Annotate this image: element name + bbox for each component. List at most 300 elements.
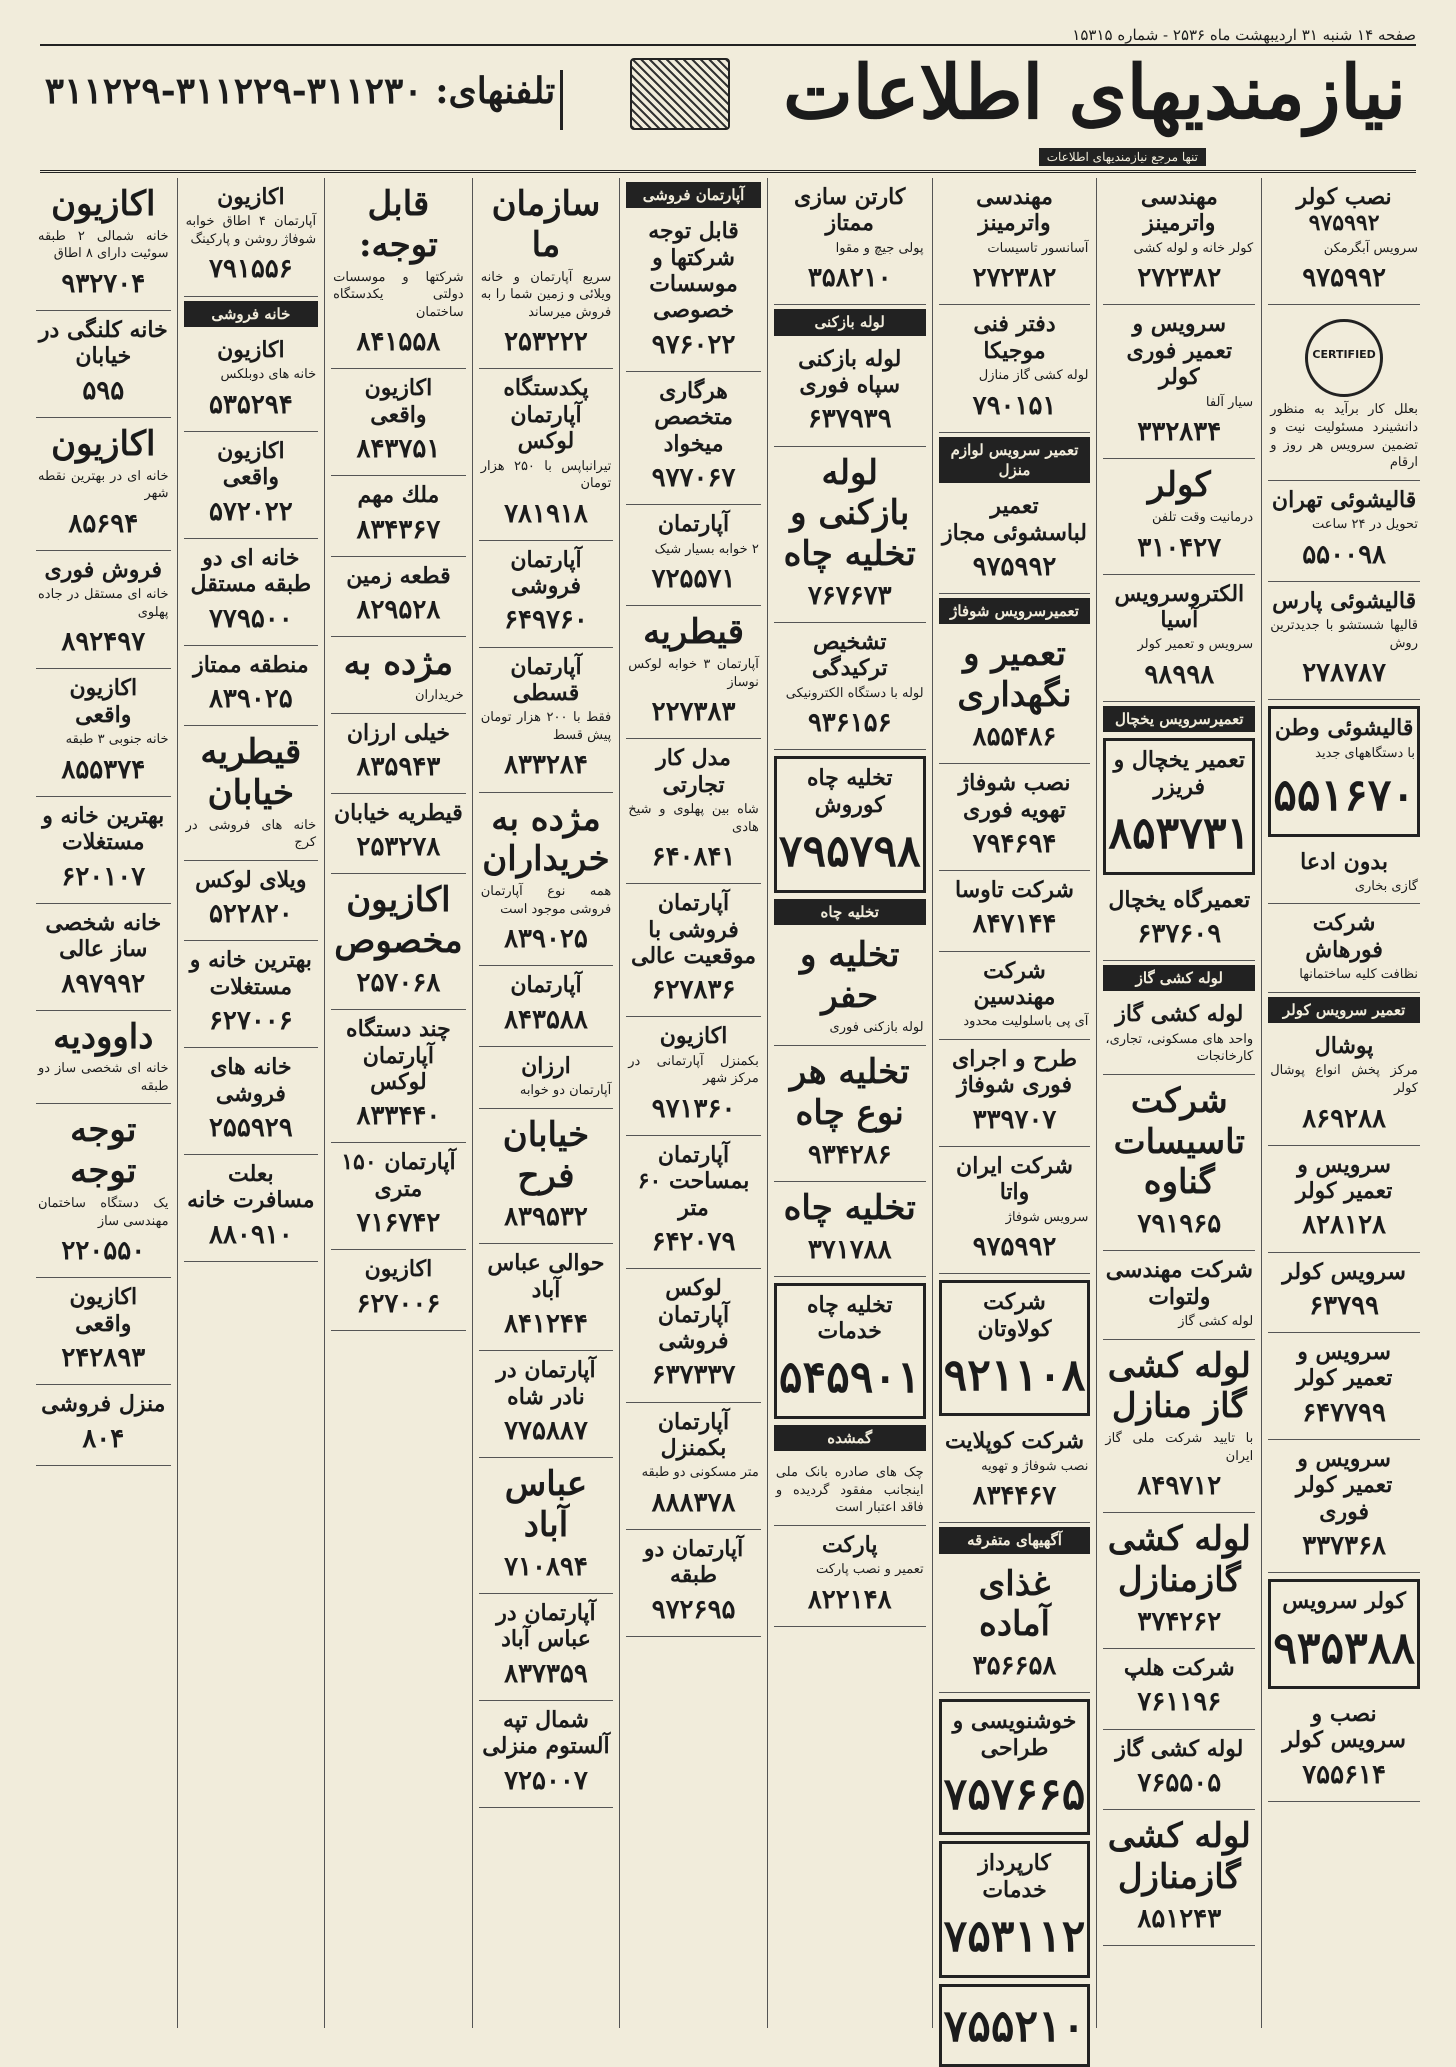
ad-headline: سرویس و تعمیر کولر [1295,1151,1393,1205]
classified-ad [939,1147,1091,1274]
ad-body-text: آی پی باسلولیت محدود [963,1014,1089,1030]
classified-ad [939,1280,1091,1416]
classified-ad [184,539,319,646]
classified-ad [1103,1513,1255,1649]
ad-headline: بدون ادعا [1300,848,1389,875]
section-banner: آگهیهای متفرقه [939,1527,1091,1553]
ad-headline: ارزان [521,1052,571,1079]
classified-ad [1268,1579,1420,1689]
ad-body-text: تحویل در ۲۴ ساعت [1311,517,1418,532]
ad-phone-number: ۸۵۳۷۳۱ [1108,808,1251,860]
ad-body-text: نظافت کلیه ساختمانها [1299,967,1418,983]
ad-headline: اکازیون واقعی [364,375,433,428]
ad-phone-number: ۷۶۷۶۷۳ [807,580,892,611]
ad-headline: شمال تپه آلستوم منزلی [482,1706,610,1760]
ad-body-text: لوله کشی گاز منازل [978,368,1089,384]
ad-columns [30,178,1426,2052]
ad-headline: شرکت فورهاش [1305,910,1383,963]
classified-ad [36,1011,171,1105]
ad-headline: کارپرداز خدمات [978,1850,1051,1903]
ad-phone-number: ۸۹۲۴۹۷ [61,627,146,658]
ad-headline: لوله بازکنی و تخلیه چاه [783,452,916,575]
classified-ad [331,637,466,713]
ad-phone-number: ۲۵۳۲۷۸ [356,832,441,863]
classified-ad [331,476,466,556]
ad-headline: ملك مهم [357,482,440,509]
ad-headline: شرکت کولاوتان [977,1289,1052,1342]
ad-headline: لوکس آپارتمان فروشی [657,1275,730,1355]
ad-headline: اکازیون [51,423,156,464]
ad-phone-number: ۹۳۶۱۵۶ [807,708,892,739]
ad-phone-number: ۸۵۱۲۴۳ [1137,1903,1222,1934]
ad-headline: شرکت تاسیسات گناوه [1113,1080,1245,1203]
classified-ad [939,305,1091,432]
classified-ad [331,874,466,1010]
classified-ad [479,1701,614,1808]
ad-phone-number: ۳۳۷۳۶۸ [1302,1531,1386,1562]
ad-headline: تعمیر و نگهداری [957,634,1072,716]
classified-ad [774,340,926,447]
ad-headline: خوشنویسی و طراحی [952,1708,1077,1761]
ad-headline: لوله بازکنی سپاه فوری [798,345,902,399]
ad-column-3 [932,178,1097,2052]
classified-ad [479,1047,614,1109]
ad-headline: فروش فوری [44,556,163,583]
classified-ad [479,1244,614,1351]
classified-ad [1103,1340,1255,1514]
classified-ad [1268,481,1420,582]
classified-ad [479,648,614,793]
ad-phone-number: ۸۴۱۵۵۸ [356,327,441,358]
ad-phone-number: ۲۷۲۳۸۲ [1137,263,1222,294]
ad-phone-number: ۸۰۴ [82,1423,125,1454]
ad-phone-number: ۸۳۵۹۴۳ [356,751,441,782]
classified-ad [626,372,761,505]
ad-phone-number: ۷۹۱۹۶۵ [1137,1209,1222,1240]
ad-column-8 [177,178,325,2028]
ad-phone-number: ۵۴۵۹۰۱ [778,1352,921,1404]
ad-headline: قالیشوئی تهران [1271,486,1417,513]
ad-phone-number: ۸۲۹۵۲۸ [356,595,441,626]
ad-phone-number: ۶۳۷۹۹ [1309,1290,1380,1321]
ad-headline: ویلای لوکس [195,866,307,893]
ad-headline: کولر سرویس [1282,1588,1406,1615]
ad-headline: آپارتمان در عباس آباد [496,1599,596,1653]
classified-ad [184,331,319,432]
ad-phone-number: ۸۳۳۲۸۴ [504,750,588,781]
classified-ad [774,929,926,1046]
ad-phone-number: ۵۵۰۰۹۸ [1302,539,1386,570]
ad-headline: تخلیه چاه کوروش [806,765,893,818]
ad-phone-number: ۹۷۵۹۹۲ [972,1232,1057,1263]
ad-headline: آپارتمان فروشی با موقعیت عالی [631,890,757,969]
ad-phone-number: ۸۸۸۳۷۸ [651,1487,736,1518]
classified-ad [36,1385,171,1465]
classified-ad [36,551,171,670]
ad-headline: کولر [1147,465,1211,506]
classified-ad [184,726,319,861]
ad-phone-number: ۲۵۳۲۲۲ [504,327,588,358]
ad-phone-number: ۳۷۱۷۸۸ [807,1234,892,1265]
ad-phone-number: ۷۸۱۹۱۸ [504,498,588,529]
ad-body-text: سریع آپارتمان و خانه ویلائی و زمین شما را به فروش میرساند [480,269,612,320]
classified-ad [939,871,1091,951]
ad-phone-number: ۸۴۹۷۱۲ [1137,1471,1222,1502]
ad-body-text: یک دستگاه ساختمان مهندسی ساز [38,1196,169,1229]
ad-headline: قالیشوئی پارس [1272,587,1417,614]
ad-headline: اکازیون [51,184,156,224]
classified-ad [36,1104,171,1278]
ad-phone-number: ۹۳۵۳۸۸ [1273,1622,1415,1674]
ad-phone-number: ۸۵۵۴۸۶ [972,722,1057,753]
ad-phone-number: ۳۱۰۴۲۷ [1137,532,1222,563]
classified-ad [1103,1730,1255,1810]
classified-ad [184,432,319,539]
section-banner: تعمیرسرویس شوفاژ [939,598,1091,624]
classified-ad [774,178,926,305]
ad-headline: قیطریه خیابان [333,800,463,826]
ad-phone-number: ۲۷۸۷۸۷ [1302,658,1386,689]
ad-headline: الکتروسرویس آسیا [1114,580,1245,634]
ad-body-text: لوله با دستگاه الکترونیکی [785,685,924,701]
classified-ad [626,606,761,739]
ad-phone-number: ۷۲۵۵۷۱ [651,564,736,595]
classified-ad [331,178,466,369]
ad-headline: هرگاری متخصص میخواد [654,377,733,457]
ad-phone-number: ۸۳۷۳۵۹ [504,1658,588,1689]
ad-headline: طرح و اجرای فوری شوفاژ [952,1045,1077,1099]
ad-headline: خیابان فرح [502,1114,590,1196]
ad-headline: لوله کشی گاز [1115,1001,1244,1028]
classified-ad [1268,178,1420,305]
ad-headline: بعلت مسافرت خانه [187,1161,315,1214]
ad-column-5 [619,178,767,2028]
ad-phone-number: ۸۹۷۹۹۲ [61,968,146,999]
classified-ad [36,797,171,904]
ad-phone-number: ۲۷۲۳۸۲ [972,263,1057,294]
classified-ad [479,178,614,369]
ad-headline: تخلیه هر نوع چاه [789,1052,910,1133]
classified-ad [479,1458,614,1594]
ad-headline: شرکت مهندسین [973,957,1056,1010]
classified-ad [774,1283,926,1419]
ad-headline: سرویس و تعمیر فوری کولر [1126,311,1233,391]
ad-body-text: مرکز پخش انواع پوشال کولر [1270,1063,1418,1096]
ad-phone-number: ۸۳۹۰۲۵ [208,684,293,714]
ad-phone-number: ۷۹۴۶۹۴ [972,828,1057,859]
ad-body-text: سیار آلفا [1205,394,1254,410]
ad-column-1 [1261,178,1426,2028]
classified-ad [774,1182,926,1277]
ad-body-text: بکمنزل آپارتمانی در مرکز شهر [628,1053,759,1087]
ad-headline: تخلیه چاه [783,1187,916,1228]
ad-phone-number: ۷۶۵۵۰۵ [1137,1767,1222,1798]
ad-body-text: آسانسور تاسیسات [987,240,1089,256]
classified-ad [939,1558,1091,1694]
ad-phone-number: ۷۹۵۷۹۸ [778,826,921,878]
ad-body-text: سرویس شوفاژ [1005,1209,1089,1225]
ad-body-text: واحد های مسکونی، تجاری، کارخانجات [1105,1031,1254,1065]
ad-body-text: خانه ای شخصی ساز دو طبقه [38,1061,169,1094]
ad-phone-number: ۵۹۵ [82,375,125,406]
section-banner: خانه فروشی [184,301,319,327]
ad-headline: آپارتمان [510,972,582,999]
ad-body-text: چک های صادره بانک ملی اینجانب مفقود گردیده و فاقد اعتبار است [775,1465,924,1516]
ad-headline: چند دستگاه آپارتمان لوکس [346,1016,451,1095]
ad-body-text: آپارتمان ۴ اطاق خوابه شوفاژ روشن و پارکینگ [185,214,317,247]
classified-ad [479,369,614,540]
ad-phone-number: ۵۳۵۲۹۴ [208,389,293,420]
classified-ad [184,178,319,297]
ad-column-7 [324,178,472,2028]
ad-body-text: پولی جیچ و مقوا [835,240,924,256]
ad-body-text: شاه بین پهلوی و شیخ هادی [628,801,759,835]
ad-body-text: خریداران [414,687,464,703]
ad-headline: دفتر فنی موجیکا [973,311,1056,364]
ad-phone-number: ۶۲۷۸۳۶ [651,975,736,1006]
classified-ad [626,1017,761,1136]
classified-ad [774,756,926,892]
classified-ad [36,311,171,418]
ad-headline: لوله کشی گازمنازل [1107,1815,1251,1897]
ad-phone-number: ۹۸۹۹۸ [1144,660,1215,690]
masthead-subtitle: تنها مرجع نیازمندیهای اطلاعات [1039,148,1206,166]
ad-body-text: فقط با ۲۰۰ هزار تومان پیش قسط [480,710,612,743]
classified-ad [939,1841,1091,1977]
ad-headline: اکازیون مخصوص [334,880,463,962]
ad-headline: آپارتمان فروشی [510,546,582,600]
ad-phone-number: ۶۲۷۰۰۶ [208,1006,293,1037]
ad-phone-number: ۳۳۹۷۰۷ [972,1104,1057,1135]
classified-ad [939,952,1091,1040]
classified-ad [1268,706,1420,836]
ad-headline: سرویس و تعمیر کولر [1295,1339,1393,1392]
classified-ad [36,669,171,796]
ad-phone-number: ۶۲۷۰۰۶ [356,1288,441,1319]
ad-phone-number: ۷۵۵۲۱۰ [943,2000,1086,2052]
ad-phone-number: ۶۴۷۷۹۹ [1302,1397,1386,1428]
classified-ad [1268,1027,1420,1146]
ad-headline: منطقه ممتاز [193,651,309,678]
masthead [40,52,1416,173]
ad-headline: سرویس کولر [1282,1258,1406,1285]
ad-headline: شرکت ایران واتا [956,1152,1073,1206]
classified-ad [1268,582,1420,701]
ad-headline: خانه شخصی ساز عالی [45,909,162,963]
classified-ad [1103,995,1255,1074]
ad-phone-number: ۲۴۲۸۹۳ [61,1343,146,1374]
ad-headline: مژده به [343,643,454,684]
ad-phone-number: ۸۳۳۴۴۰ [356,1101,441,1132]
ad-headline: اکازیون واقعی [69,1284,138,1337]
ad-body-text: آپارتمان ۳ خوابه لوکس نوساز [628,657,759,690]
classified-ad [774,1526,926,1627]
classified-ad [479,1109,614,1245]
ad-phone-number: ۶۲۰۱۰۷ [61,861,146,892]
ad-phone-number: ۲۵۵۹۲۹ [208,1112,293,1143]
ad-body-text: درمانیت وقت تلفن [1151,510,1254,526]
section-banner: لوله کشی گاز [1103,965,1255,991]
ad-headline: نصب و سرویس کولر [1282,1700,1406,1754]
ad-phone-number: ۸۴۳۵۸۸ [504,1004,588,1035]
ad-phone-number: ۷۱۰۸۹۴ [504,1551,588,1582]
classified-ad [939,1422,1091,1523]
ad-headline: خیلی ارزان [346,719,450,746]
ad-phone-number: ۳۳۲۸۳۴ [1137,417,1222,448]
ad-body-text: لوله کشی گاز [1178,1314,1254,1329]
ad-headline: شرکت کوپلایت [944,1428,1085,1455]
ad-body-text: تعمیر و نصب پارکت [815,1562,924,1578]
ad-phone-number: ۹۳۲۷۰۴ [61,268,146,299]
classified-ad [1268,843,1420,905]
ad-column-2 [1096,178,1261,2028]
ad-headline: سازمان ما [491,184,601,265]
ad-headline: لوله کشی گاز منازل [1107,1345,1251,1427]
classified-ad [184,861,319,941]
ad-headline: خانه کلنگی در خیابان [38,316,168,370]
ad-column-9 [30,178,177,2028]
ad-phone-number: ۶۳۷۶۰۹ [1137,918,1222,949]
section-banner: لوله بازکنی [774,309,926,335]
ad-body-text: لوله بازکنی فوری [829,1020,924,1036]
classified-ad [1268,1695,1420,1802]
ad-phone-number: ۸۴۳۷۵۱ [356,434,441,465]
classified-ad [774,623,926,750]
ad-body-text: قالیها شستشو با جدیدترین روش [1270,618,1418,651]
ad-phone-number: ۳۵۶۶۵۸ [972,1651,1057,1682]
page-info-line [40,18,1416,46]
ad-phone-number: ۶۴۰۸۴۱ [651,842,736,873]
ad-phone-number: ۷۵۵۶۱۴ [1302,1759,1386,1790]
classified-ad [939,1040,1091,1147]
classified-ad [1103,1810,1255,1946]
ad-column-4 [767,178,932,2028]
ad-body-text: متر مسکونی دو طبقه [641,1465,759,1481]
section-banner: تعمیرسرویس یخچال [1103,706,1255,732]
page-info: صفحه ۱۴ شنبه ۳۱ اردیبهشت ماه ۲۵۳۶ - شماره ۱۵۳۱۵ [1072,26,1416,44]
ad-headline: اکازیون واقعی [217,437,285,491]
classified-ad [184,646,319,726]
ad-body-text: سرویس آبگرمکن [1323,240,1418,256]
classified-ad [774,447,926,623]
ad-phone-number: ۸۴۷۱۴۴ [972,909,1057,940]
ad-phone-number: ۹۷۱۳۶۰ [651,1093,736,1124]
ad-headline: سرویس و تعمیر کولر فوری [1295,1445,1393,1525]
ad-phone-number: ۵۵۱۶۷۰ [1273,770,1415,822]
ad-phone-number: ۸۵۵۳۷۴ [61,754,146,785]
ad-phone-number: ۸۵۶۹۴ [68,508,139,539]
ad-headline: شرکت مهندسی ولتوات [1105,1257,1253,1310]
ad-phone-number: ۷۲۵۰۰۷ [504,1765,588,1796]
ad-body-text: با دستگاههای جدید [1315,745,1415,761]
ad-phone-number: ۵۲۲۸۲۰ [208,899,293,930]
ad-phone-number: ۹۳۴۲۸۶ [807,1139,892,1170]
classified-ad [479,1594,614,1701]
classified-ad [331,794,466,874]
ad-body-text: آپارتمان دو خوابه [519,1083,612,1099]
ad-headline: توجه توجه [70,1110,137,1192]
ad-phone-number: ۹۷۵۹۹۲ [1302,263,1386,294]
classified-ad [774,1046,926,1182]
ad-body-text: خانه شمالی ۲ طبقه سوئیت دارای ۸ اطاق [38,228,169,262]
classified-ad [1268,1146,1420,1253]
ad-headline: قالیشوئی وطن [1274,715,1414,742]
masthead-title: نیازمندیهای اطلاعات [783,50,1406,136]
classified-ad [36,178,171,311]
ad-headline: تعمیر یخچال و فریزر [1113,747,1245,800]
classified-ad [774,1455,926,1526]
section-banner: آپارتمان فروشی [626,182,761,208]
ad-body-text: نصب شوفاژ و تهویه [981,1458,1089,1474]
ad-headline: آپارتمان [657,511,730,538]
classified-ad [1103,881,1255,961]
ad-body-text: شرکتها و موسسات دولتی یکدستگاه ساختمان [333,269,464,320]
ad-body-text: کولر خانه و لوله کشی [1133,240,1254,256]
classified-ad [939,764,1091,871]
classified-ad [36,904,171,1011]
ad-phone-number: ۸۴۱۲۴۴ [504,1309,588,1340]
ad-phone-number: ۳۷۴۲۶۲ [1137,1606,1222,1637]
classified-ad [331,1250,466,1330]
ad-phone-number: ۹۷۷۰۶۷ [651,463,736,494]
classified-ad [184,1048,319,1155]
classified-ad [939,178,1091,305]
ad-headline: نصب شوفاژ تهویه فوری [958,770,1071,823]
ad-headline: خانه های فروشی [210,1054,292,1107]
ad-headline: آپارتمان دو طبقه [643,1535,744,1589]
classified-ad [36,418,171,551]
ad-headline: نصب کولر ۹۷۵۹۹۲ [1296,184,1392,237]
ad-headline: پوشال [1314,1033,1374,1060]
classified-ad [331,369,466,476]
ad-headline: مهندسی واترمینز [1140,184,1218,237]
ad-headline: اکازیون [217,184,285,210]
classified-ad [1268,1253,1420,1333]
ad-headline: حوالی عباس آباد [487,1250,605,1303]
ad-body-text: تیرانباپس با ۲۵۰ هزار تومان [480,458,612,492]
ad-body-text: بعلل کار برآید به منظور دانشینرد مسئولیت نیت و تضمین سرویس هر روز و ارقام [1270,402,1418,471]
classified-ad [331,714,466,794]
ad-headline: قیطریه خیابان [200,732,302,813]
ad-headline: داوودیه [53,1016,154,1057]
classified-ad [1103,1075,1255,1251]
classified-ad [626,1269,761,1402]
ad-headline: آپارتمان بمساحت ۶۰ متر [637,1142,750,1221]
ad-phone-number: ۷۵۳۱۱۲ [943,1911,1086,1963]
classified-ad [1268,904,1420,992]
ad-headline: لوله کشی گاز [1115,1735,1244,1762]
ad-headline: کارتن سازی ممتاز [794,184,906,237]
classified-ad [626,505,761,606]
classified-ad [626,1530,761,1637]
ad-phone-number: ۷۷۵۸۸۷ [504,1416,588,1447]
ad-headline: بهترین خانه و مستغلات [42,802,165,856]
ad-headline: خانه ای دو طبقه مستقل [190,544,312,598]
section-banner: تعمیر سرویس کولر [1268,997,1420,1023]
classified-ad [1103,459,1255,574]
ad-phone-number: ۵۷۲۰۲۲ [208,496,293,527]
classified-ad [331,557,466,637]
ad-phone-number: ۷۵۷۶۶۵ [943,1769,1086,1821]
ad-body-text: ۲ خوابه بسیار شیک [654,541,759,557]
ad-headline: مژده به خریداران [482,798,610,880]
newspaper-emblem-icon [630,58,730,130]
ad-headline: قیطریه [643,612,744,653]
classified-ad [939,1984,1091,2067]
classified-ad [1103,575,1255,702]
classified-ad [479,966,614,1046]
ad-phone-number: ۷۹۱۵۵۶ [208,254,293,285]
